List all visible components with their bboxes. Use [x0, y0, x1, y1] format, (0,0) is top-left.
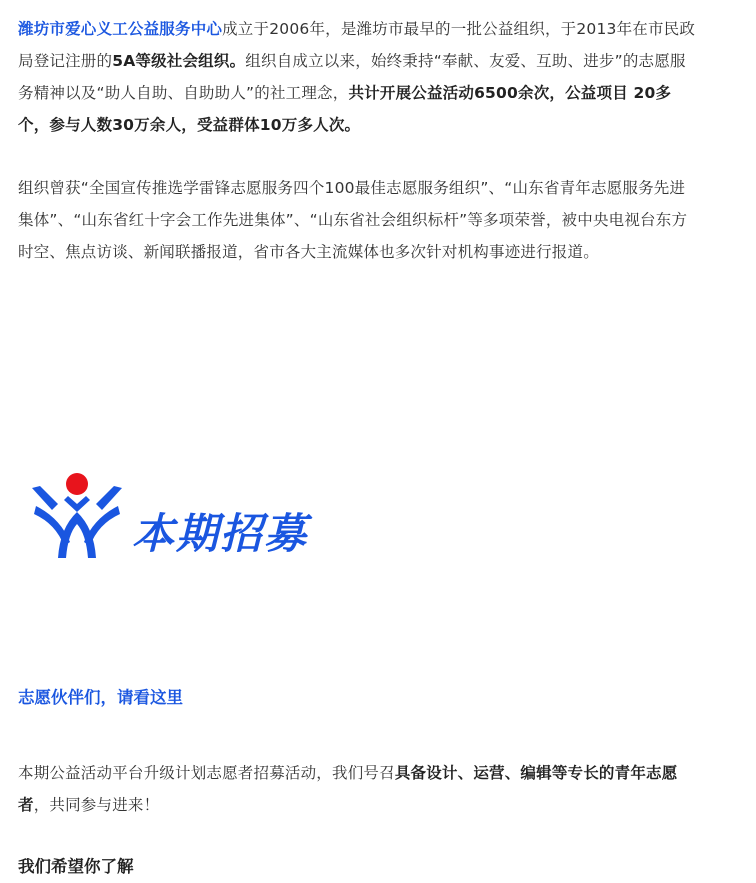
next-section-heading: 我们希望你了解 [18, 857, 134, 876]
section-heading: 志愿伙伴们，请看这里 [18, 688, 183, 707]
intro-bold-2: 共计开展公益活动6500余次，公益项目 20多个，参与人数30万余人，受益群体10万多人次。 [18, 84, 672, 134]
volunteer-logo-icon [30, 470, 126, 566]
banner-title: 本期招募 [132, 509, 309, 558]
intro-bold-1: 5A等级社会组织。 [112, 52, 246, 70]
intro-text-2: 组织自成立以来，始终秉持“奉献、友爱、互助、进步”的志愿服务精神以及“助人自助、自助助人”的社工理念， [18, 52, 686, 102]
recruit-banner [30, 470, 350, 570]
recruit-text-2: ，共同参与进来！ [33, 796, 160, 814]
intro-text-1: 成立于2006年，是潍坊市最早的一批公益组织，于2013年在市民政局登记注册的 [18, 20, 696, 70]
recruit-bold: 具备设计、运营、编辑等专长的青年志愿者 [18, 764, 678, 814]
intro-paragraph [18, 13, 698, 141]
recruit-text-1: 本期公益活动平台升级计划志愿者招募活动，我们号召 [18, 764, 395, 782]
org-name: 潍坊市爱心义工公益服务中心 [18, 20, 223, 38]
recruit-paragraph [18, 757, 698, 821]
honors-paragraph: 组织曾获“全国宣传推选学雷锋志愿服务四个100最佳志愿服务组织”、“山东省青年志愿服务先进集体”、“山东省红十字会工作先进集体”、“山东省社会组织标杆”等多项荣誉，被中央电视台东方时空、焦点访谈、新闻联播报道，省市各大主流媒体也多次针对机构事迹进行报道。 [18, 179, 688, 261]
